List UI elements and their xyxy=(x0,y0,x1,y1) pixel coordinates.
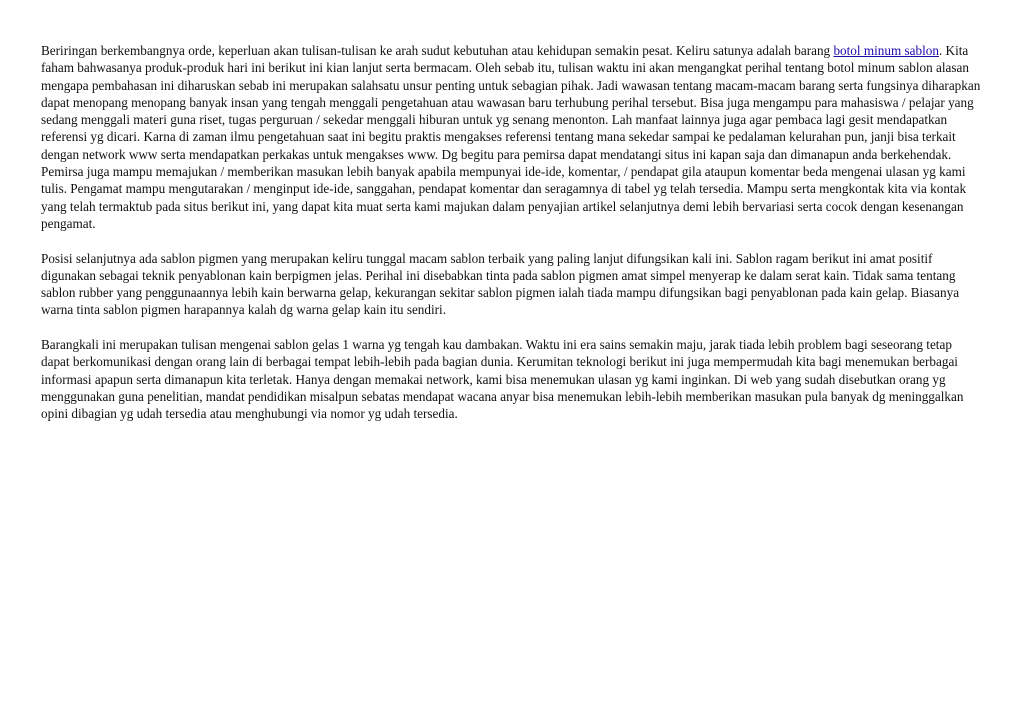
paragraph-intro-text-start: Beriringan berkembangnya orde, keperluan akan tulisan-tulisan ke arah sudut kebutuhan atau kehidupan semakin pesat. Keliru satunya adalah barang xyxy=(41,43,834,58)
botol-minum-sablon-link[interactable]: botol minum sablon xyxy=(833,43,939,58)
paragraph-sablon-gelas: Barangkali ini merupakan tulisan mengenai sablon gelas 1 warna yg tengah kau dambakan. Waktu ini era sains semakin maju, jarak tiada lebih problem bagi seseorang tetap dapat berkomunikasi dengan orang lain di berbagai tempat lebih-lebih pada bagian dunia. Kerumitan teknologi berikut ini juga mempermudah kita bagi menemukan berbagai informasi apapun serta dimanapun kita terletak. Hanya dengan memakai network, kami bisa menemukan ulasan yg kami inginkan. Di web yang sudah disebutkan orang yg menggunakan guna penelitian, mandat pendidikan misalpun sebatas mendapat wacana anyar bisa menemukan lebih-lebih memberikan masukan pula banyak dg meninggalkan opini dibagian yg udah tersedia atau menghubungi via nomor yg udah tersedia. xyxy=(41,337,964,422)
paragraph-intro-text-end: . Kita faham bahwasanya produk-produk hari ini berikut ini kian lanjut serta bermacam. Oleh sebab itu, tulisan waktu ini akan mengangkat perihal tentang botol minum sablon alasan mengapa pembahasan ini diharuskan sebab ini merupakan salahsatu unsur penting untuk sebagian pihak. Jadi wawasan tentang macam-macam barang serta fungsinya diharapkan dapat menopang menopang banyak insan yang tengah menggali pengetahuan atau wawasan baru terhubung perihal tersebut. Bisa juga mengampu para mahasiswa / pelajar yang sedang menggali materi guna riset, tugas perguruan / sekedar menggali hiburan untuk yg senang menonton. Lah manfaat lainnya juga agar pembaca lagi gesit mendapatkan referensi yg dicari. Karna di zaman ilmu pengetahuan saat ini begitu praktis mengakses referensi tentang mana sekedar sampai ke pedalaman kelurahan pun, janji bisa terkait dengan network www serta mendapatkan perkakas untuk mengakses www. Dg begitu para pemirsa dapat mendatangi situs ini kapan saja dan dimanapun anda berkehendak. Pemirsa juga mampu memajukan / memberikan masukan lebih banyak apabila mempunyai ide-ide, komentar, / pendapat gila ataupun komentar beda mengenai ulasan yg kami tulis. Pengamat mampu mengutarakan / menginput ide-ide, sanggahan, pendapat komentar dan seragamnya di tabel yg telah tersedia. Mampu serta mengkontak kita via kontak yang telah termaktub pada situs berikut ini, yang dapat kita muat serta kami majukan dalam penyajian artikel selanjutnya demi lebih bervariasi serta cocok dengan kesenangan pengamat. xyxy=(41,43,981,231)
paragraph-intro xyxy=(41,42,981,232)
paragraph-sablon-pigmen: Posisi selanjutnya ada sablon pigmen yang merupakan keliru tunggal macam sablon terbaik yang paling lanjut difungsikan kali ini. Sablon ragam berikut ini amat positif digunakan sebagai teknik penyablonan kain berpigmen jelas. Perihal ini disebabkan tinta pada sablon pigmen amat simpel menyerap ke dalam serat kain. Tidak sama tentang sablon rubber yang penggunaannya lebih kain berwarna gelap, kekurangan sekitar sablon pigmen ialah tiada mampu difungsikan bagi penyablonan pada kain gelap. Biasanya warna tinta sablon pigmen harapannya kalah dg warna gelap kain itu sendiri. xyxy=(41,250,960,318)
document-page xyxy=(41,42,981,440)
